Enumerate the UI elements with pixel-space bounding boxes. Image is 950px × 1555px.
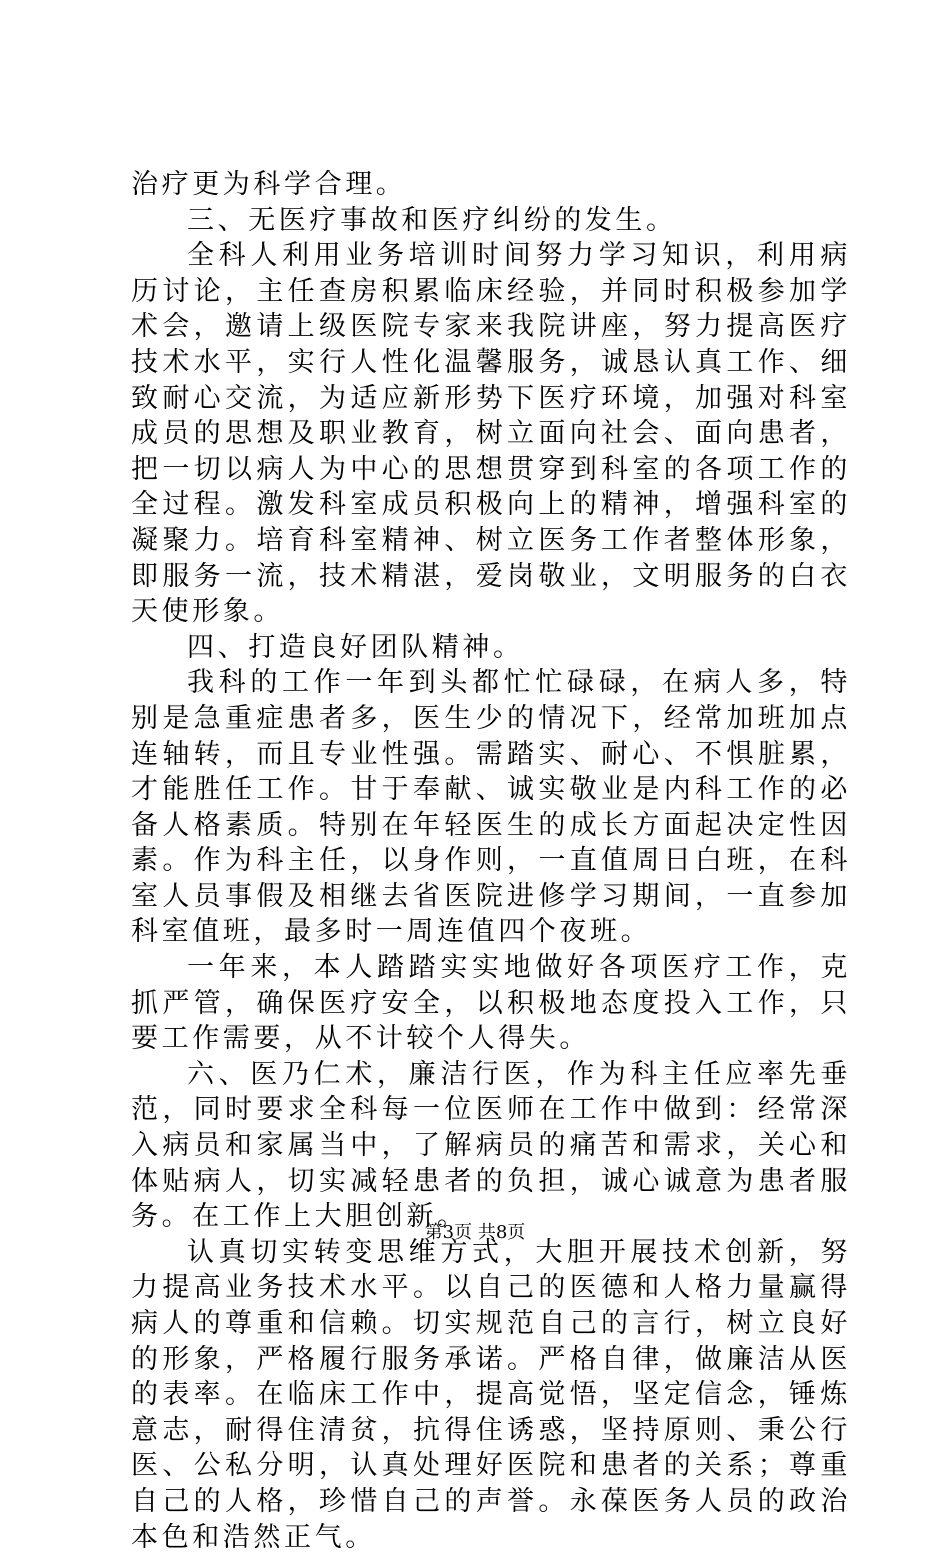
paragraph: 我科的工作一年到头都忙忙碌碌，在病人多，特别是急重症患者多，医生少的情况下，经常加班加点连轴转，而且专业性强。需踏实、耐心、不惧脏累，才能胜任工作。甘于奉献、诚实敬业是内科工作的必备人格素质。特别在年轻医生的成长方面起决定性因素。作为科主任，以身作则，一直值周日白班，在科室人员事假及相继去省医院进修学习期间，一直参加科室值班，最多时一周连值四个夜班。 [131,667,851,948]
section-heading-3: 三、无医疗事故和医疗纠纷的发生。 [187,204,677,236]
section-heading-6: 六、医乃仁术，廉洁行医，作为科主任应率先垂范，同时要求全科每一位医师在工作中做到：经常深入病员和家属当中，了解病员的痛苦和需求，关心和体贴病人，切实减轻患者的负担，诚心诚意为患者服务。在工作上大胆创新。 [131,1058,851,1233]
paragraph: 一年来，本人踏踏实实地做好各项医疗工作，克抓严管，确保医疗安全，以积极地态度投入工作，只要工作需要，从不计较个人得失。 [131,952,851,1055]
paragraph: 认真切实转变思维方式，大胆开展技术创新，努力提高业务技术水平。以自己的医德和人格力量赢得病人的尊重和信赖。切实规范自己的言行，树立良好的形象，严格履行服务承诺。严格自律，做廉洁从医的表率。在临床工作中，提高觉悟，坚定信念，锤炼意志，耐得住清贫，抗得住诱惑，坚持原则、秉公行医、公私分明，认真处理好医院和患者的关系；尊重自己的人格，珍惜自己的声誉。永葆医务人员的政治本色和浩然正气。 [131,1236,851,1553]
page-number: 第3页 共8页 [424,1222,526,1243]
body-text [131,167,851,1555]
paragraph: 全科人利用业务培训时间努力学习知识，利用病历讨论，主任查房积累临床经验，并同时积极参加学术会，邀请上级医院专家来我院讲座，努力提高医疗技术水平，实行人性化温馨服务，诚恳认真工作、细致耐心交流，为适应新形势下医疗环境，加强对科室成员的思想及职业教育，树立面向社会、面向患者，把一切以病人为中心的思想贯穿到科室的各项工作的全过程。激发科室成员积极向上的精神，增强科室的凝聚力。培育科室精神、树立医务工作者整体形象，即服务一流，技术精湛，爱岗敬业，文明服务的白衣天使形象。 [131,240,851,628]
paragraph-continuation: 治疗更为科学合理。 [131,169,407,200]
section-heading-4: 四、打造良好团队精神。 [187,631,524,663]
